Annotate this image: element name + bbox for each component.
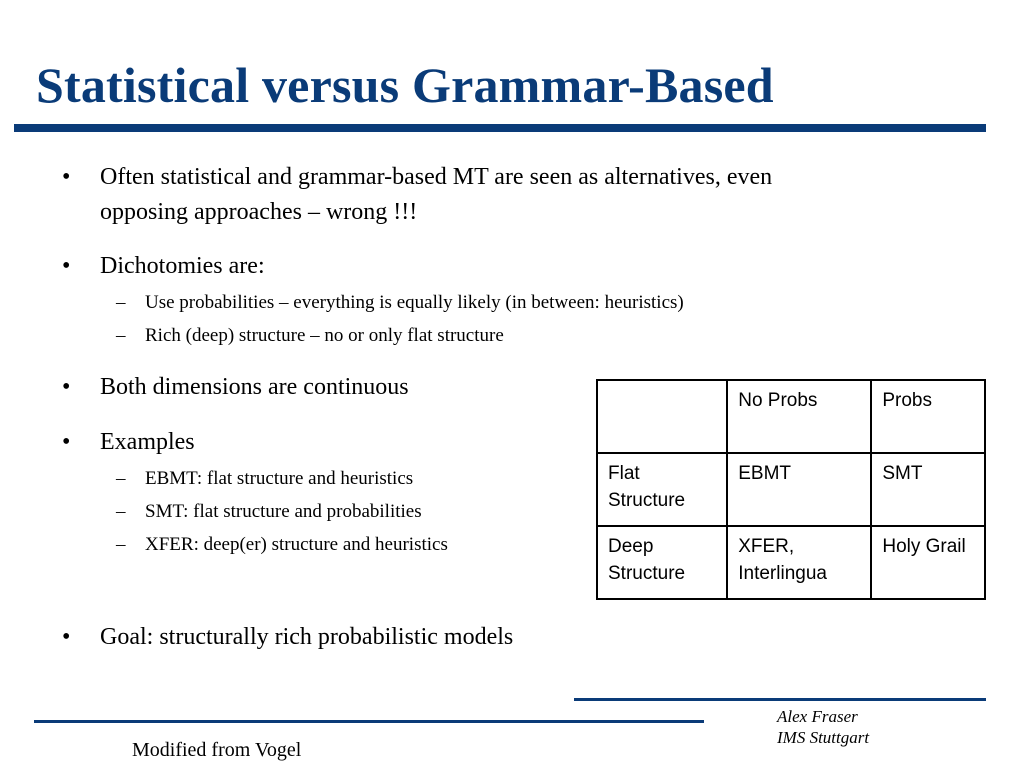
- table-header-cell: No Probs: [727, 380, 871, 453]
- table-cell: XFER, Interlingua: [727, 526, 871, 599]
- title-underline: [14, 124, 986, 132]
- bullet-marker: •: [62, 429, 71, 455]
- bullet-text: Often statistical and grammar-based MT are seen as alternatives, even: [100, 164, 773, 190]
- comparison-table: [596, 379, 986, 600]
- bullet-text: opposing approaches – wrong !!!: [100, 199, 418, 225]
- sub-bullet-text: Rich (deep) structure – no or only flat structure: [145, 325, 504, 346]
- bullet-text: Goal: structurally rich probabilistic models: [100, 624, 514, 650]
- bullet-text: Examples: [100, 429, 195, 455]
- slide-title: Statistical versus Grammar-Based: [36, 57, 774, 113]
- sub-bullet-text: EBMT: flat structure and heuristics: [145, 468, 414, 489]
- sub-bullet-text: XFER: deep(er) structure and heuristics: [145, 534, 448, 555]
- table-cell: Holy Grail: [871, 526, 985, 599]
- bullet-marker: •: [62, 164, 71, 190]
- table-row: [597, 526, 985, 599]
- table-cell: [597, 380, 727, 453]
- bullet-item: [62, 620, 920, 655]
- sub-bullet-marker: –: [116, 468, 126, 489]
- table-cell: EBMT: [727, 453, 871, 526]
- bullet-marker: •: [62, 624, 71, 650]
- author-name: Alex Fraser: [777, 707, 858, 726]
- footer-rule-right: [574, 698, 986, 701]
- sub-bullet-text: Use probabilities – everything is equally likely (in between: heuristics): [145, 292, 684, 313]
- table-row: [597, 453, 985, 526]
- table-cell: SMT: [871, 453, 985, 526]
- footer-author: [777, 706, 869, 748]
- table-header-cell: Probs: [871, 380, 985, 453]
- bullet-marker: •: [62, 253, 71, 279]
- sub-bullet-marker: –: [116, 534, 126, 555]
- bullet-item: [62, 249, 920, 284]
- sub-bullet-marker: –: [116, 325, 126, 346]
- footer-source: Modified from Vogel: [132, 739, 302, 761]
- sub-bullet-marker: –: [116, 292, 126, 313]
- bullet-text: Both dimensions are continuous: [100, 374, 409, 400]
- bullet-text: Dichotomies are:: [100, 253, 265, 279]
- footer-rule-left: [34, 720, 704, 723]
- sub-bullet-item: [116, 291, 845, 315]
- author-affiliation: IMS Stuttgart: [777, 728, 870, 747]
- table-row-header: Deep Structure: [597, 526, 727, 599]
- sub-bullet-marker: –: [116, 501, 126, 522]
- sub-bullet-item: [116, 324, 845, 348]
- sub-bullet-text: SMT: flat structure and probabilities: [145, 501, 422, 522]
- bullet-item: [62, 160, 920, 230]
- table-header-row: [597, 380, 985, 453]
- bullet-marker: •: [62, 374, 71, 400]
- table-row-header: Flat Structure: [597, 453, 727, 526]
